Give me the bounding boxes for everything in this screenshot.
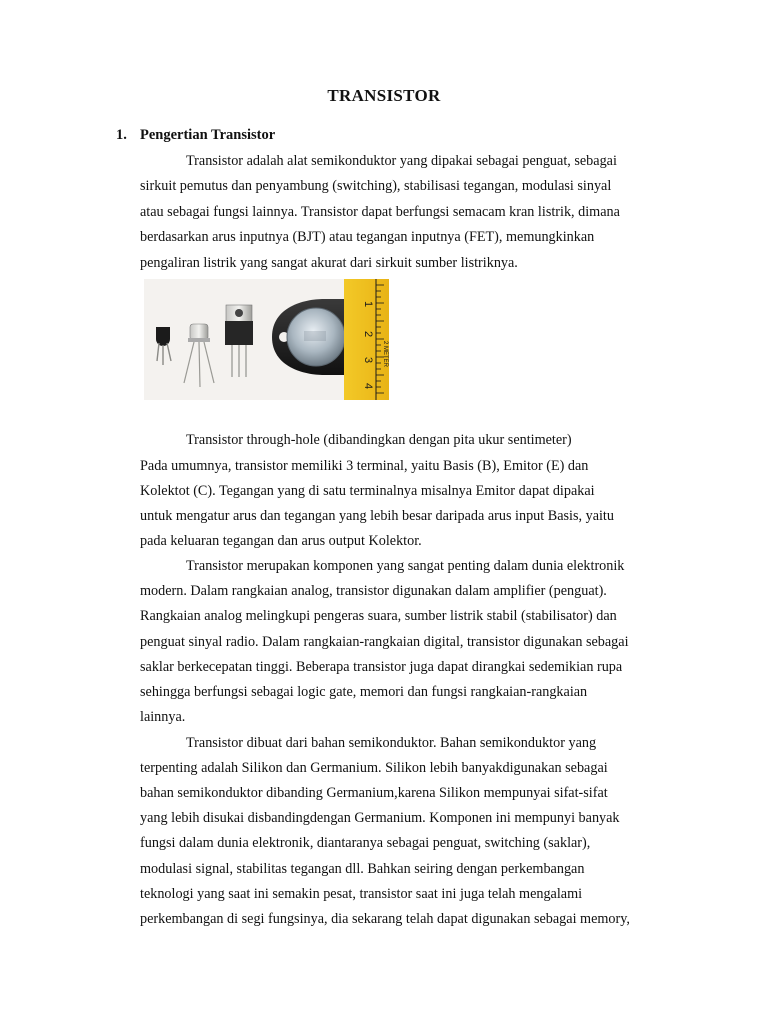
to18-transistor <box>184 324 214 387</box>
paragraph-line: atau sebagai fungsi lainnya. Transistor dapat berfungsi semacam kran listrik, dimana <box>140 204 620 220</box>
paragraph-line: fungsi dalam dunia elektronik, diantaranya sebagai penguat, switching (saklar), <box>140 835 591 851</box>
ruler-mark: 4 <box>362 383 374 390</box>
ruler-label: 2 METER <box>382 341 388 368</box>
paragraph-line: bahan semikonduktor dibanding Germanium,karena Silikon mempunyai sifat-sifat <box>140 785 608 801</box>
paragraph-line: perkembangan di segi fungsinya, dia sekarang telah dapat digunakan sebagai memory, <box>140 911 630 927</box>
to92-transistor <box>156 327 171 365</box>
paragraph-line: pengaliran listrik yang sangat akurat dari sirkuit sumber listriknya. <box>140 255 518 271</box>
paragraph-line: modern. Dalam rangkaian analog, transistor digunakan dalam amplifier (penguat). <box>140 583 607 599</box>
paragraph-line: sirkuit pemutus dan penyambung (switching), stabilisasi tegangan, modulasi sinyal <box>140 178 612 194</box>
transistor-photo <box>144 279 389 400</box>
ruler-mark: 3 <box>362 357 374 364</box>
paragraph-line: penguat sinyal radio. Dalam rangkaian-rangkaian digital, transistor digunakan sebagai <box>140 634 629 650</box>
paragraph-line: teknologi yang saat ini semakin pesat, transistor saat ini juga telah mengalami <box>140 886 583 902</box>
paragraph-line: untuk mengatur arus dan tegangan yang lebih besar daripada arus input Basis, yaitu <box>140 508 614 524</box>
paragraph-line: terpenting adalah Silikon dan Germanium. Silikon lebih banyakdigunakan sebagai <box>140 760 608 776</box>
ruler-mark: 1 <box>362 301 374 308</box>
ruler-mark: 2 <box>362 331 374 338</box>
paragraph-line: Kolektot (C). Tegangan yang di satu terminalnya misalnya Emitor dapat dipakai <box>140 483 595 499</box>
paragraph-line: saklar berkecepatan tinggi. Beberapa transistor juga dapat dirangkai sedemikian rupa <box>140 659 623 675</box>
ruler <box>344 279 389 400</box>
section-number: 1. <box>116 127 127 143</box>
paragraph-line: modulasi signal, stabilitas tegangan dll. Bahkan seiring dengan perkembangan <box>140 861 585 877</box>
paragraph-line: Transistor adalah alat semikonduktor yang dipakai sebagai penguat, sebagai <box>186 153 617 169</box>
paragraph-line: Transistor merupakan komponen yang sangat penting dalam dunia elektronik <box>186 558 625 574</box>
paragraph-line: Rangkaian analog melingkupi pengeras suara, sumber listrik stabil (stabilisator) dan <box>140 608 617 624</box>
paragraph-line: lainnya. <box>140 709 186 725</box>
paragraph-line: pada keluaran tegangan dan arus output Kolektor. <box>140 533 422 549</box>
transistor-photo-illustration <box>144 279 389 400</box>
paragraph-line: yang lebih disukai disbandingdengan Germanium. Komponen ini mempunyi banyak <box>140 810 620 826</box>
paragraph-line: Pada umumnya, transistor memiliki 3 terminal, yaitu Basis (B), Emitor (E) dan <box>140 458 589 474</box>
to220-transistor <box>225 305 253 377</box>
paragraph-line: Transistor dibuat dari bahan semikonduktor. Bahan semikonduktor yang <box>186 735 597 751</box>
figure-caption: Transistor through-hole (dibandingkan dengan pita ukur sentimeter) <box>186 432 572 448</box>
paragraph-line: sehingga berfungsi sebagai logic gate, memori dan fungsi rangkaian-rangkaian <box>140 684 588 700</box>
section-heading <box>116 127 275 144</box>
paragraph-line: berdasarkan arus inputnya (BJT) atau tegangan inputnya (FET), memungkinkan <box>140 229 595 245</box>
page-title: TRANSISTOR <box>327 86 441 105</box>
section-heading-text: Pengertian Transistor <box>140 127 276 143</box>
